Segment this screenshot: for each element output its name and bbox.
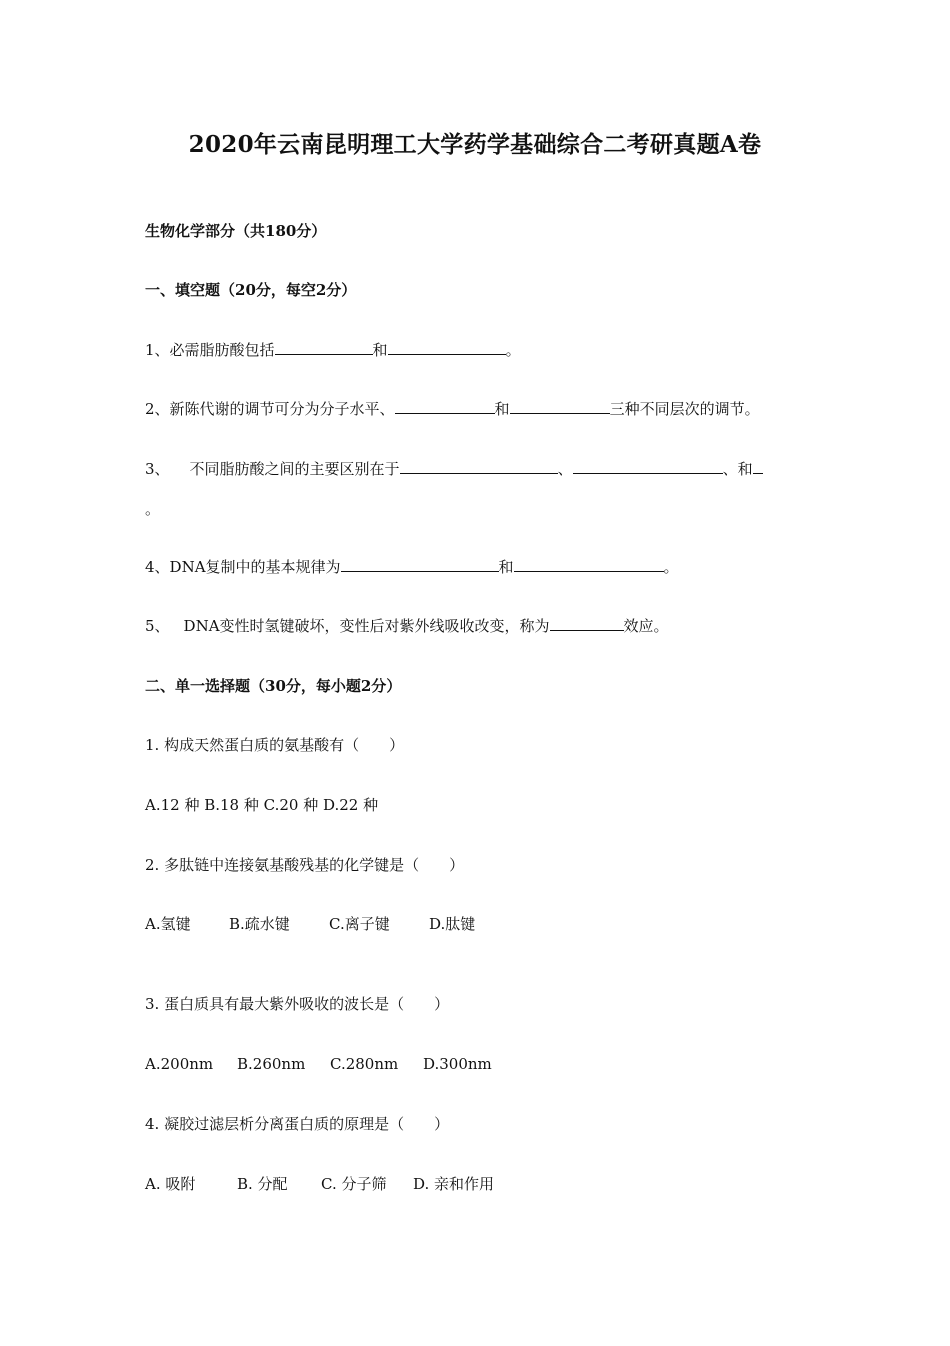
question-text: 、和: [722, 460, 753, 478]
question-text: 。: [663, 558, 679, 576]
option-c: C.离子键: [329, 915, 390, 933]
option-d: D.肽键: [429, 915, 476, 933]
question-text: 1、必需脂肪酸包括: [145, 341, 275, 359]
answer-blank: [395, 399, 495, 414]
question-text: 三种不同层次的调节。: [609, 400, 760, 418]
answer-blank: [550, 616, 624, 631]
question-text: 。: [505, 341, 521, 359]
question-text: DNA变性时氢键破坏，变性后对紫外线吸收改变，称为: [183, 617, 550, 635]
question-text: 4、DNA复制中的基本规律为: [145, 558, 341, 576]
question-text: 和: [494, 400, 510, 418]
question-text: 、: [557, 460, 573, 478]
choice-question-1-options: A.12 种 B.18 种 C.20 种 D.22 种: [145, 796, 379, 814]
answer-blank: [514, 557, 664, 572]
answer-blank: [275, 340, 373, 355]
choice-question-2-stem: 2. 多肽链中连接氨基酸残基的化学键是（ ）: [145, 856, 465, 874]
choice-question-3-stem: 3. 蛋白质具有最大紫外吸收的波长是（ ）: [145, 995, 450, 1013]
option-a: A. 吸附: [145, 1175, 196, 1193]
option-a: A.氢键: [145, 915, 191, 933]
fill-question-3: [145, 459, 763, 479]
answer-blank: [400, 459, 558, 474]
part1-heading: 一、填空题（20分，每空2分）: [145, 281, 357, 299]
answer-blank: [753, 459, 763, 474]
question-text: 效应。: [623, 617, 669, 635]
fill-question-3-end: 。: [145, 500, 161, 518]
choice-question-4-options: [145, 1174, 494, 1194]
section-heading: 生物化学部分（共180分）: [145, 222, 327, 240]
answer-blank: [510, 399, 610, 414]
choice-question-1-stem: 1. 构成天然蛋白质的氨基酸有（ ）: [145, 736, 405, 754]
part2-heading: 二、单一选择题（30分，每小题2分）: [145, 677, 402, 695]
question-text: 和: [372, 341, 388, 359]
option-b: B.260nm: [237, 1055, 306, 1073]
page-title: 2020年云南昆明理工大学药学基础综合二考研真题A卷: [188, 131, 762, 158]
fill-question-1: [145, 340, 521, 360]
fill-question-5: [145, 616, 669, 636]
answer-blank: [341, 557, 499, 572]
option-b: B.疏水键: [229, 915, 290, 933]
answer-blank: [573, 459, 723, 474]
option-c: C.280nm: [330, 1055, 399, 1073]
fill-question-4: [145, 557, 679, 577]
answer-blank: [388, 340, 506, 355]
choice-question-3-options: [145, 1054, 492, 1074]
option-a: A.200nm: [145, 1055, 214, 1073]
question-text: 和: [498, 558, 514, 576]
question-text: 2、新陈代谢的调节可分为分子水平、: [145, 400, 395, 418]
question-text: 5、: [145, 617, 170, 635]
option-d: D.300nm: [423, 1055, 492, 1073]
choice-question-4-stem: 4. 凝胶过滤层析分离蛋白质的原理是（ ）: [145, 1115, 450, 1133]
option-d: D. 亲和作用: [413, 1175, 495, 1193]
option-b: B. 分配: [237, 1175, 288, 1193]
question-text: 3、: [145, 460, 170, 478]
question-text: 不同脂肪酸之间的主要区别在于: [189, 460, 400, 478]
choice-question-2-options: [145, 914, 475, 934]
fill-question-2: [145, 399, 760, 419]
option-c: C. 分子筛: [321, 1175, 387, 1193]
